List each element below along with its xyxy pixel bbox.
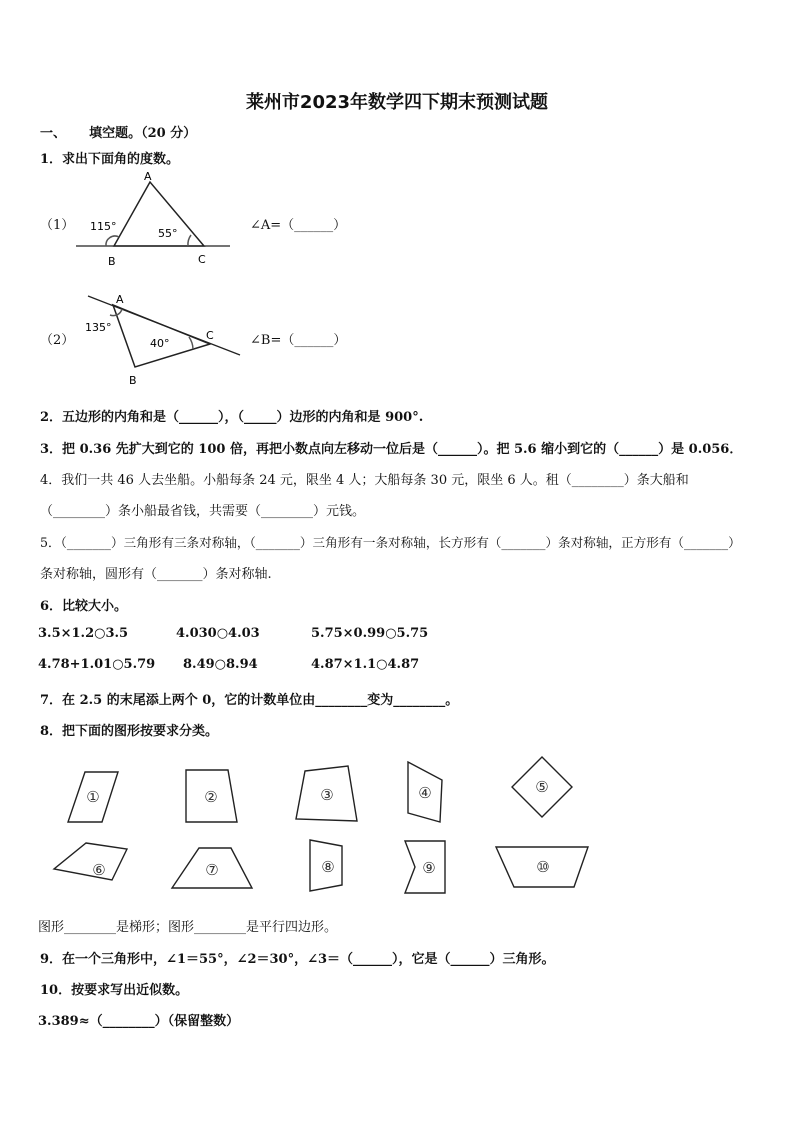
vertex-label-a: A xyxy=(144,170,152,183)
question-9: 9．在一个三角形中，∠1＝55°，∠2＝30°，∠3＝（______），它是（______）三角形。 xyxy=(40,952,555,967)
figure-1-tag: （1） xyxy=(40,218,75,233)
question-3: 3．把 0.36 先扩大到它的 100 倍，再把小数点向左移动一位后是（______）。把 5.6 缩小到它的（______）是 0.056． xyxy=(40,442,743,457)
shapes-figure xyxy=(40,748,600,900)
section-number: 一、 xyxy=(40,126,67,141)
answer-angle-a: ∠A=（______） xyxy=(250,218,347,233)
shape-label-6: ⑥ xyxy=(92,861,106,879)
question-1: 1．求出下面角的度数。 xyxy=(40,152,180,167)
figure-2-tag: （2） xyxy=(40,333,75,348)
question-5-line-2: 条对称轴，圆形有（_______）条对称轴. xyxy=(40,567,272,582)
section-heading xyxy=(40,122,196,141)
angle-arc-c xyxy=(188,235,191,246)
section-label: 填空题。（20 分） xyxy=(89,126,197,141)
question-6: 6．比较大小。 xyxy=(40,599,128,614)
angle-label-b: 115° xyxy=(90,220,117,233)
question-8: 8．把下面的图形按要求分类。 xyxy=(40,724,219,739)
compare-1: 3.5×1.2○3.5 xyxy=(38,626,129,641)
question-10: 10．按要求写出近似数。 xyxy=(40,983,189,998)
shape-label-2: ② xyxy=(204,788,218,806)
page-title: 莱州市2023年数学四下期末预测试题 xyxy=(245,92,549,113)
shape-label-10: ⑩ xyxy=(536,858,550,876)
angle-arc-c xyxy=(189,337,193,349)
question-5-line-1: 5．（_______）三角形有三条对称轴，（_______）三角形有一条对称轴，长方形有（_______）条对称轴，正方形有（_______） xyxy=(40,535,741,550)
compare-4: 4.78+1.01○5.79 xyxy=(38,657,156,672)
question-8-answer: 图形________是梯形；图形________是平行四边形。 xyxy=(38,920,338,935)
vertex-label-a: A xyxy=(116,293,124,306)
shape-label-3: ③ xyxy=(320,786,334,804)
compare-2: 4.030○4.03 xyxy=(176,626,260,641)
vertex-label-b: B xyxy=(108,255,116,268)
answer-angle-b: ∠B=（______） xyxy=(250,333,347,348)
triangle-abc xyxy=(113,305,210,367)
question-2: 2．五边形的内角和是（______），（_____）边形的内角和是 900°. xyxy=(40,410,424,425)
shape-6-quadrilateral xyxy=(54,843,127,880)
compare-5: 8.49○8.94 xyxy=(183,657,258,672)
compare-6: 4.87×1.1○4.87 xyxy=(311,657,420,672)
vertex-label-b: B xyxy=(129,374,137,387)
shape-label-4: ④ xyxy=(418,784,432,802)
angle-label-a: 135° xyxy=(85,321,112,334)
shape-label-8: ⑧ xyxy=(321,858,335,876)
shape-label-7: ⑦ xyxy=(205,861,219,879)
triangle-figure-2 xyxy=(80,288,245,388)
question-7: 7．在 2.5 的末尾添上两个 0，它的计数单位由________变为________。 xyxy=(40,693,459,708)
angle-label-c: 55° xyxy=(158,227,178,240)
angle-label-c: 40° xyxy=(150,337,170,350)
shape-label-9: ⑨ xyxy=(422,859,436,877)
vertex-label-c: C xyxy=(198,253,206,266)
shape-label-5: ⑤ xyxy=(535,778,549,796)
question-4-line-1: 4．我们一共 46 人去坐船。小船每条 24 元，限坐 4 人；大船每条 30 元，限坐 6 人。租（________）条大船和 xyxy=(40,473,689,488)
triangle-figure-1 xyxy=(70,166,240,271)
vertex-label-c: C xyxy=(206,329,214,342)
question-10-item: 3.389≈（________）（保留整数） xyxy=(38,1014,240,1029)
compare-3: 5.75×0.99○5.75 xyxy=(311,626,429,641)
question-4-line-2: （________）条小船最省钱，共需要（________）元钱。 xyxy=(40,504,366,519)
shape-label-1: ① xyxy=(86,788,100,806)
